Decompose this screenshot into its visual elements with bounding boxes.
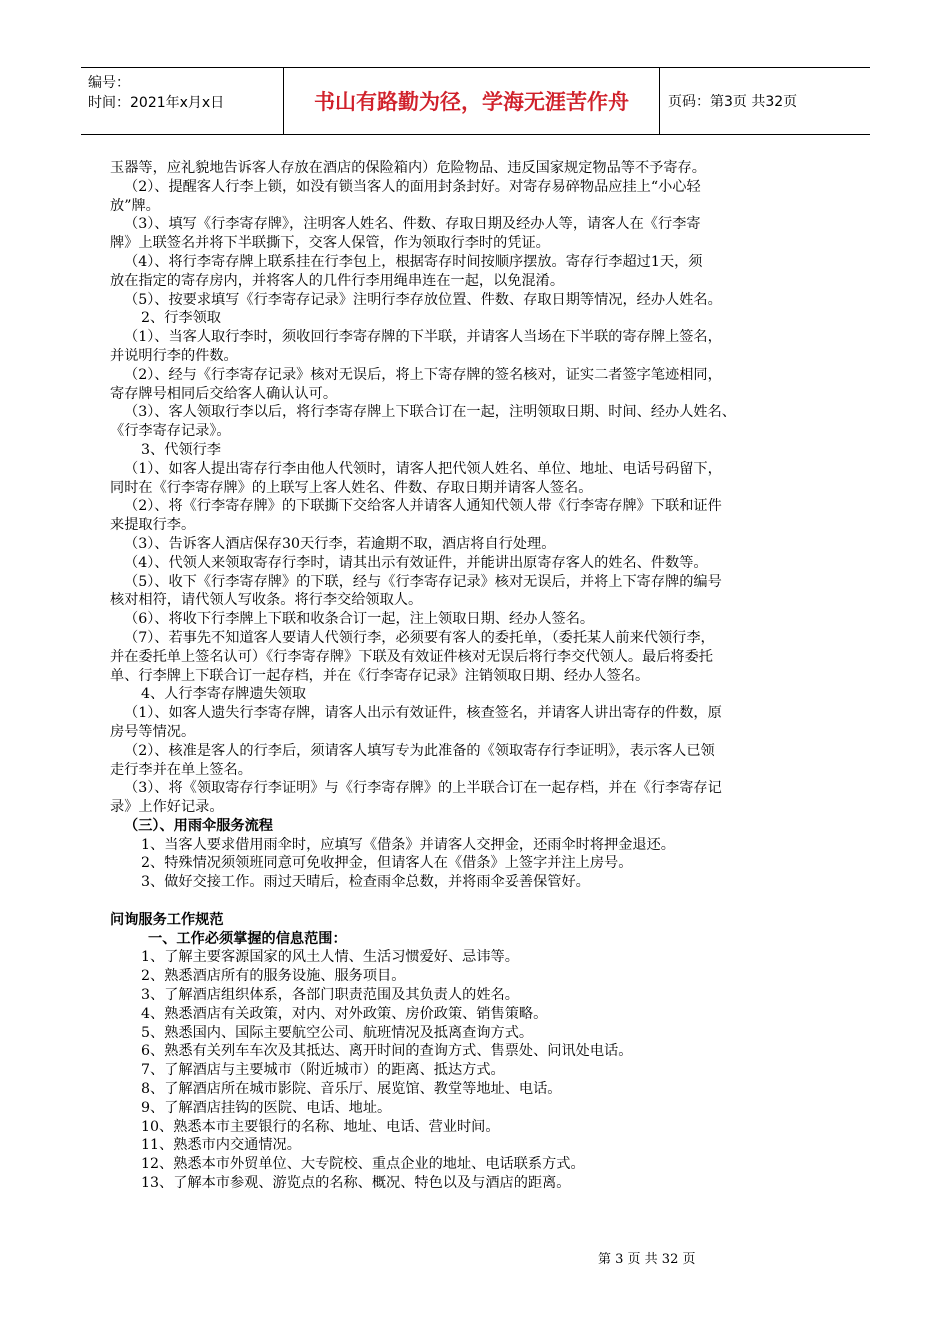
text-line: 牌》上联签名并将下半联撕下，交客人保管，作为领取行李时的凭证。 xyxy=(110,235,550,252)
text-line: 玉器等，应礼貌地告诉客人存放在酒店的保险箱内）危险物品、违反国家规定物品等不予寄存。 xyxy=(110,160,706,176)
text-line: 8、了解酒店所在城市影院、音乐厅、展览馆、教堂等地址、电话。 xyxy=(141,1081,562,1098)
text-line: （2）、核准是客人的行李后，须请客人填写专为此准备的《领取寄存行李证明》，表示客人已领 xyxy=(124,742,715,759)
text-line: 走行李并在单上签名。 xyxy=(110,761,252,778)
text-line: 放”牌。 xyxy=(110,197,160,214)
text-line: 并在委托单上签名认可）《行李寄存牌》下联及有效证件核对无误后将行李交代领人。最后将委托 xyxy=(110,648,713,665)
text-line: 2、熟悉酒店所有的服务设施、服务项目。 xyxy=(141,968,406,985)
page-header xyxy=(81,67,870,135)
text-line: 寄存牌号相同后交给客人确认认可。 xyxy=(110,385,338,402)
text-line: 单、行李牌上下联合订一起存档，并在《行李寄存记录》注销领取日期、经办人签名。 xyxy=(110,667,650,684)
text-line: 4、熟悉酒店有关政策，对内、对外政策、房价政策、销售策略。 xyxy=(141,1005,548,1022)
header-meta xyxy=(81,68,284,134)
text-line: 房号等情况。 xyxy=(110,723,196,740)
text-line: （3）、填写《行李寄存牌》，注明客人姓名、件数、存取日期及经办人等，请客人在《行李寄 xyxy=(124,216,701,233)
text-line: 放在指定的寄存房内，并将客人的几件行李用绳串连在一起，以免混淆。 xyxy=(110,272,565,289)
text-line: 3、代领行李 xyxy=(141,441,221,458)
text-line: 10、熟悉本市主要银行的名称、地址、电话、营业时间。 xyxy=(141,1118,500,1135)
text-line: （1）、如客人遗失行李寄存牌，请客人出示有效证件，核查签名，并请客人讲出寄存的件数，原 xyxy=(124,705,722,722)
text-line: （7）、若事先不知道客人要请人代领行李，必须要有客人的委托单，（委托某人前来代领行李， xyxy=(124,629,715,646)
text-line: 9、了解酒店挂钩的医院、电话、地址。 xyxy=(141,1099,392,1116)
document-body xyxy=(110,159,845,1193)
text-line: （4）、代领人来领取寄存行李时，请其出示有效证件，并能讲出原寄存客人的姓名、件数等。 xyxy=(124,554,708,571)
text-line: 1、了解主要客源国家的风土人情、生活习惯爱好、忌讳等。 xyxy=(141,949,519,966)
section-heading: 一、工作必须掌握的信息范围： xyxy=(148,930,347,947)
text-line: （3）、告诉客人酒店保存30天行李，若逾期不取，酒店将自行处理。 xyxy=(124,535,556,552)
text-line: 11、熟悉市内交通情况。 xyxy=(141,1137,301,1154)
text-line: 《行李寄存记录》。 xyxy=(110,423,231,440)
text-line: 同时在《行李寄存牌》的上联写上客人姓名、件数、存取日期并请客人签名。 xyxy=(110,479,593,496)
text-line: 12、熟悉本市外贸单位、大专院校、重点企业的地址、电话联系方式。 xyxy=(141,1156,585,1173)
text-line: 4、人行李寄存牌遗失领取 xyxy=(141,686,307,703)
text-line: 来提取行李。 xyxy=(110,517,196,534)
text-line: （2）、将《行李寄存牌》的下联撕下交给客人并请客人通知代领人带《行李寄存牌》下联和证件 xyxy=(124,498,722,515)
text-line: （3）、客人领取行李以后，将行李寄存牌上下联合订在一起，注明领取日期、时间、经办人姓名、 xyxy=(124,404,736,421)
page-footer: 第 3 页 共 32 页 xyxy=(598,1252,696,1267)
text-line: （1）、如客人提出寄存行李由他人代领时，请客人把代领人姓名、单位、地址、电话号码留下， xyxy=(124,460,722,477)
text-line: 2、行李领取 xyxy=(141,310,221,327)
text-line: 并说明行李的件数。 xyxy=(110,347,238,364)
text-line: 5、熟悉国内、国际主要航空公司、航班情况及抵离查询方式。 xyxy=(141,1024,534,1041)
text-line: （5）、按要求填写《行李寄存记录》注明行李存放位置、件数、存取日期等情况，经办人姓名。 xyxy=(124,291,722,308)
text-line: 1、当客人要求借用雨伞时，应填写《借条》并请客人交押金，还雨伞时将押金退还。 xyxy=(141,836,675,853)
text-line: （2）、经与《行李寄存记录》核对无误后，将上下寄存牌的签名核对，证实二者签字笔迹相同， xyxy=(124,366,722,383)
number-label: 编号： xyxy=(88,75,130,91)
text-line: （4）、将行李寄存牌上联系挂在行李包上，根据寄存时间按顺序摆放。寄存行李超过1天，须 xyxy=(124,253,703,270)
text-line: （5）、收下《行李寄存牌》的下联，经与《行李寄存记录》核对无误后，并将上下寄存牌的编号 xyxy=(124,573,722,590)
text-line: 13、了解本市参观、游览点的名称、概况、特色以及与酒店的距离。 xyxy=(141,1175,571,1192)
text-line: 3、了解酒店组织体系，各部门职责范围及其负责人的姓名。 xyxy=(141,987,519,1004)
time-label: 时间：2021年x月x日 xyxy=(88,95,225,111)
text-line: （2）、提醒客人行李上锁，如没有锁当客人的面用封条封好。对寄存易碎物品应挂上“小心轻 xyxy=(124,178,701,195)
text-line: （1）、当客人取行李时，须收回行李寄存牌的下半联，并请客人当场在下半联的寄存牌上签名， xyxy=(124,329,722,346)
text-line: （3）、将《领取寄存行李证明》与《行李寄存牌》的上半联合订在一起存档，并在《行李寄存记 xyxy=(124,780,722,797)
text-line: 7、了解酒店与主要城市（附近城市）的距离、抵达方式。 xyxy=(141,1062,505,1079)
text-line: 3、做好交接工作。雨过天晴后，检查雨伞总数，并将雨伞妥善保管好。 xyxy=(141,874,590,891)
text-line: 2、特殊情况须领班同意可免收押金，但请客人在《借条》上签字并注上房号。 xyxy=(141,855,633,872)
section-heading: 问询服务工作规范 xyxy=(110,911,224,928)
text-line: 6、熟悉有关列车车次及其抵达、离开时间的查询方式、售票处、问讯处电话。 xyxy=(141,1043,633,1060)
text-line: （6）、将收下行李牌上下联和收条合订一起，注上领取日期、经办人签名。 xyxy=(124,611,595,628)
section-heading: （三）、用雨伞服务流程 xyxy=(124,817,273,834)
header-page-info: 页码：第3页 共32页 xyxy=(668,94,798,110)
text-line xyxy=(110,892,845,911)
text-line: 录》上作好记录。 xyxy=(110,799,224,816)
text-line: 核对相符，请代领人写收条。将行李交给领取人。 xyxy=(110,592,423,609)
header-motto: 书山有路勤为径，学海无涯苦作舟 xyxy=(284,68,660,134)
